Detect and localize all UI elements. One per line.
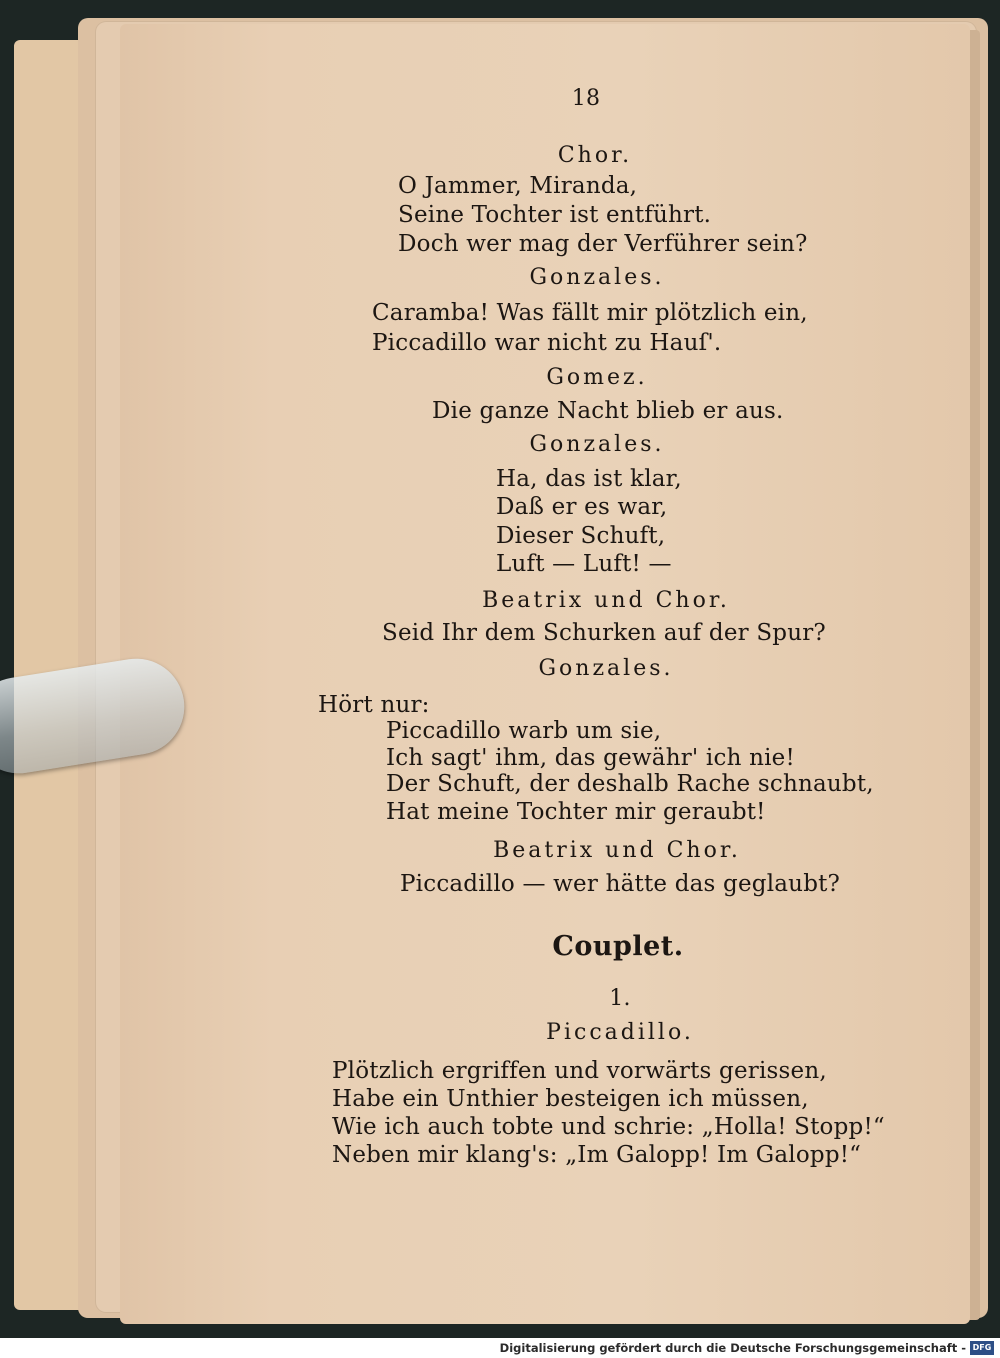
verse-line: Ich sagt' ihm, das gewähr' ich nie! [386,745,795,771]
speaker-label: Beatrix und Chor. [493,838,741,863]
verse-line: Habe ein Unthier besteigen ich müssen, [332,1086,809,1112]
verse-line: Neben mir klang's: „Im Galopp! Im Galopp!“ [332,1142,862,1168]
verse-line: Piccadillo warb um sie, [386,718,662,744]
verse-line: Wie ich auch tobte und schrie: „Holla! Stopp!“ [332,1114,885,1140]
verse-line: O Jammer, Miranda, [398,173,638,199]
verse-line: Doch wer mag der Verführer sein? [398,231,808,257]
verse-line: Daß er es war, [496,494,668,520]
verse-line: Hat meine Tochter mir geraubt! [386,799,766,825]
section-heading: Couplet. [552,931,684,962]
verse-line: Piccadillo — wer hätte das geglaubt? [400,871,841,897]
verse-line: Seid Ihr dem Schurken auf der Spur? [382,620,826,646]
dfg-logo-icon: DFG [970,1341,994,1355]
verse-line: Luft — Luft! — [496,551,672,577]
speaker-label: Gonzales. [529,432,665,457]
verse-line: Plötzlich ergriffen und vorwärts gerissen, [332,1058,827,1084]
verse-line: Dieser Schuft, [496,523,666,549]
speaker-label: Gonzales. [529,265,665,290]
speaker-label: Gomez. [546,365,648,390]
verse-number: 1. [609,986,631,1011]
verse-line: Caramba! Was fällt mir plötzlich ein, [372,300,808,326]
speaker-label: Chor. [557,143,633,168]
verse-line: Piccadillo war nicht zu Hauſ'. [372,330,722,356]
verse-line: Hört nur: [318,692,430,718]
verse-line: Die ganze Nacht blieb er aus. [432,398,784,424]
page-number: 18 [571,86,601,111]
footer-credit: Digitalisierung gefördert durch die Deutsche Forschungsgemeinschaft - [499,1341,966,1355]
verse-line: Ha, das ist klar, [496,466,682,492]
speaker-label: Gonzales. [538,656,674,681]
speaker-label: Beatrix und Chor. [482,588,730,613]
speaker-label: Piccadillo. [546,1020,694,1045]
footer-bar [0,1338,1000,1358]
verse-line: Der Schuft, der deshalb Rache schnaubt, [386,771,874,797]
verse-line: Seine Tochter ist entführt. [398,202,712,228]
